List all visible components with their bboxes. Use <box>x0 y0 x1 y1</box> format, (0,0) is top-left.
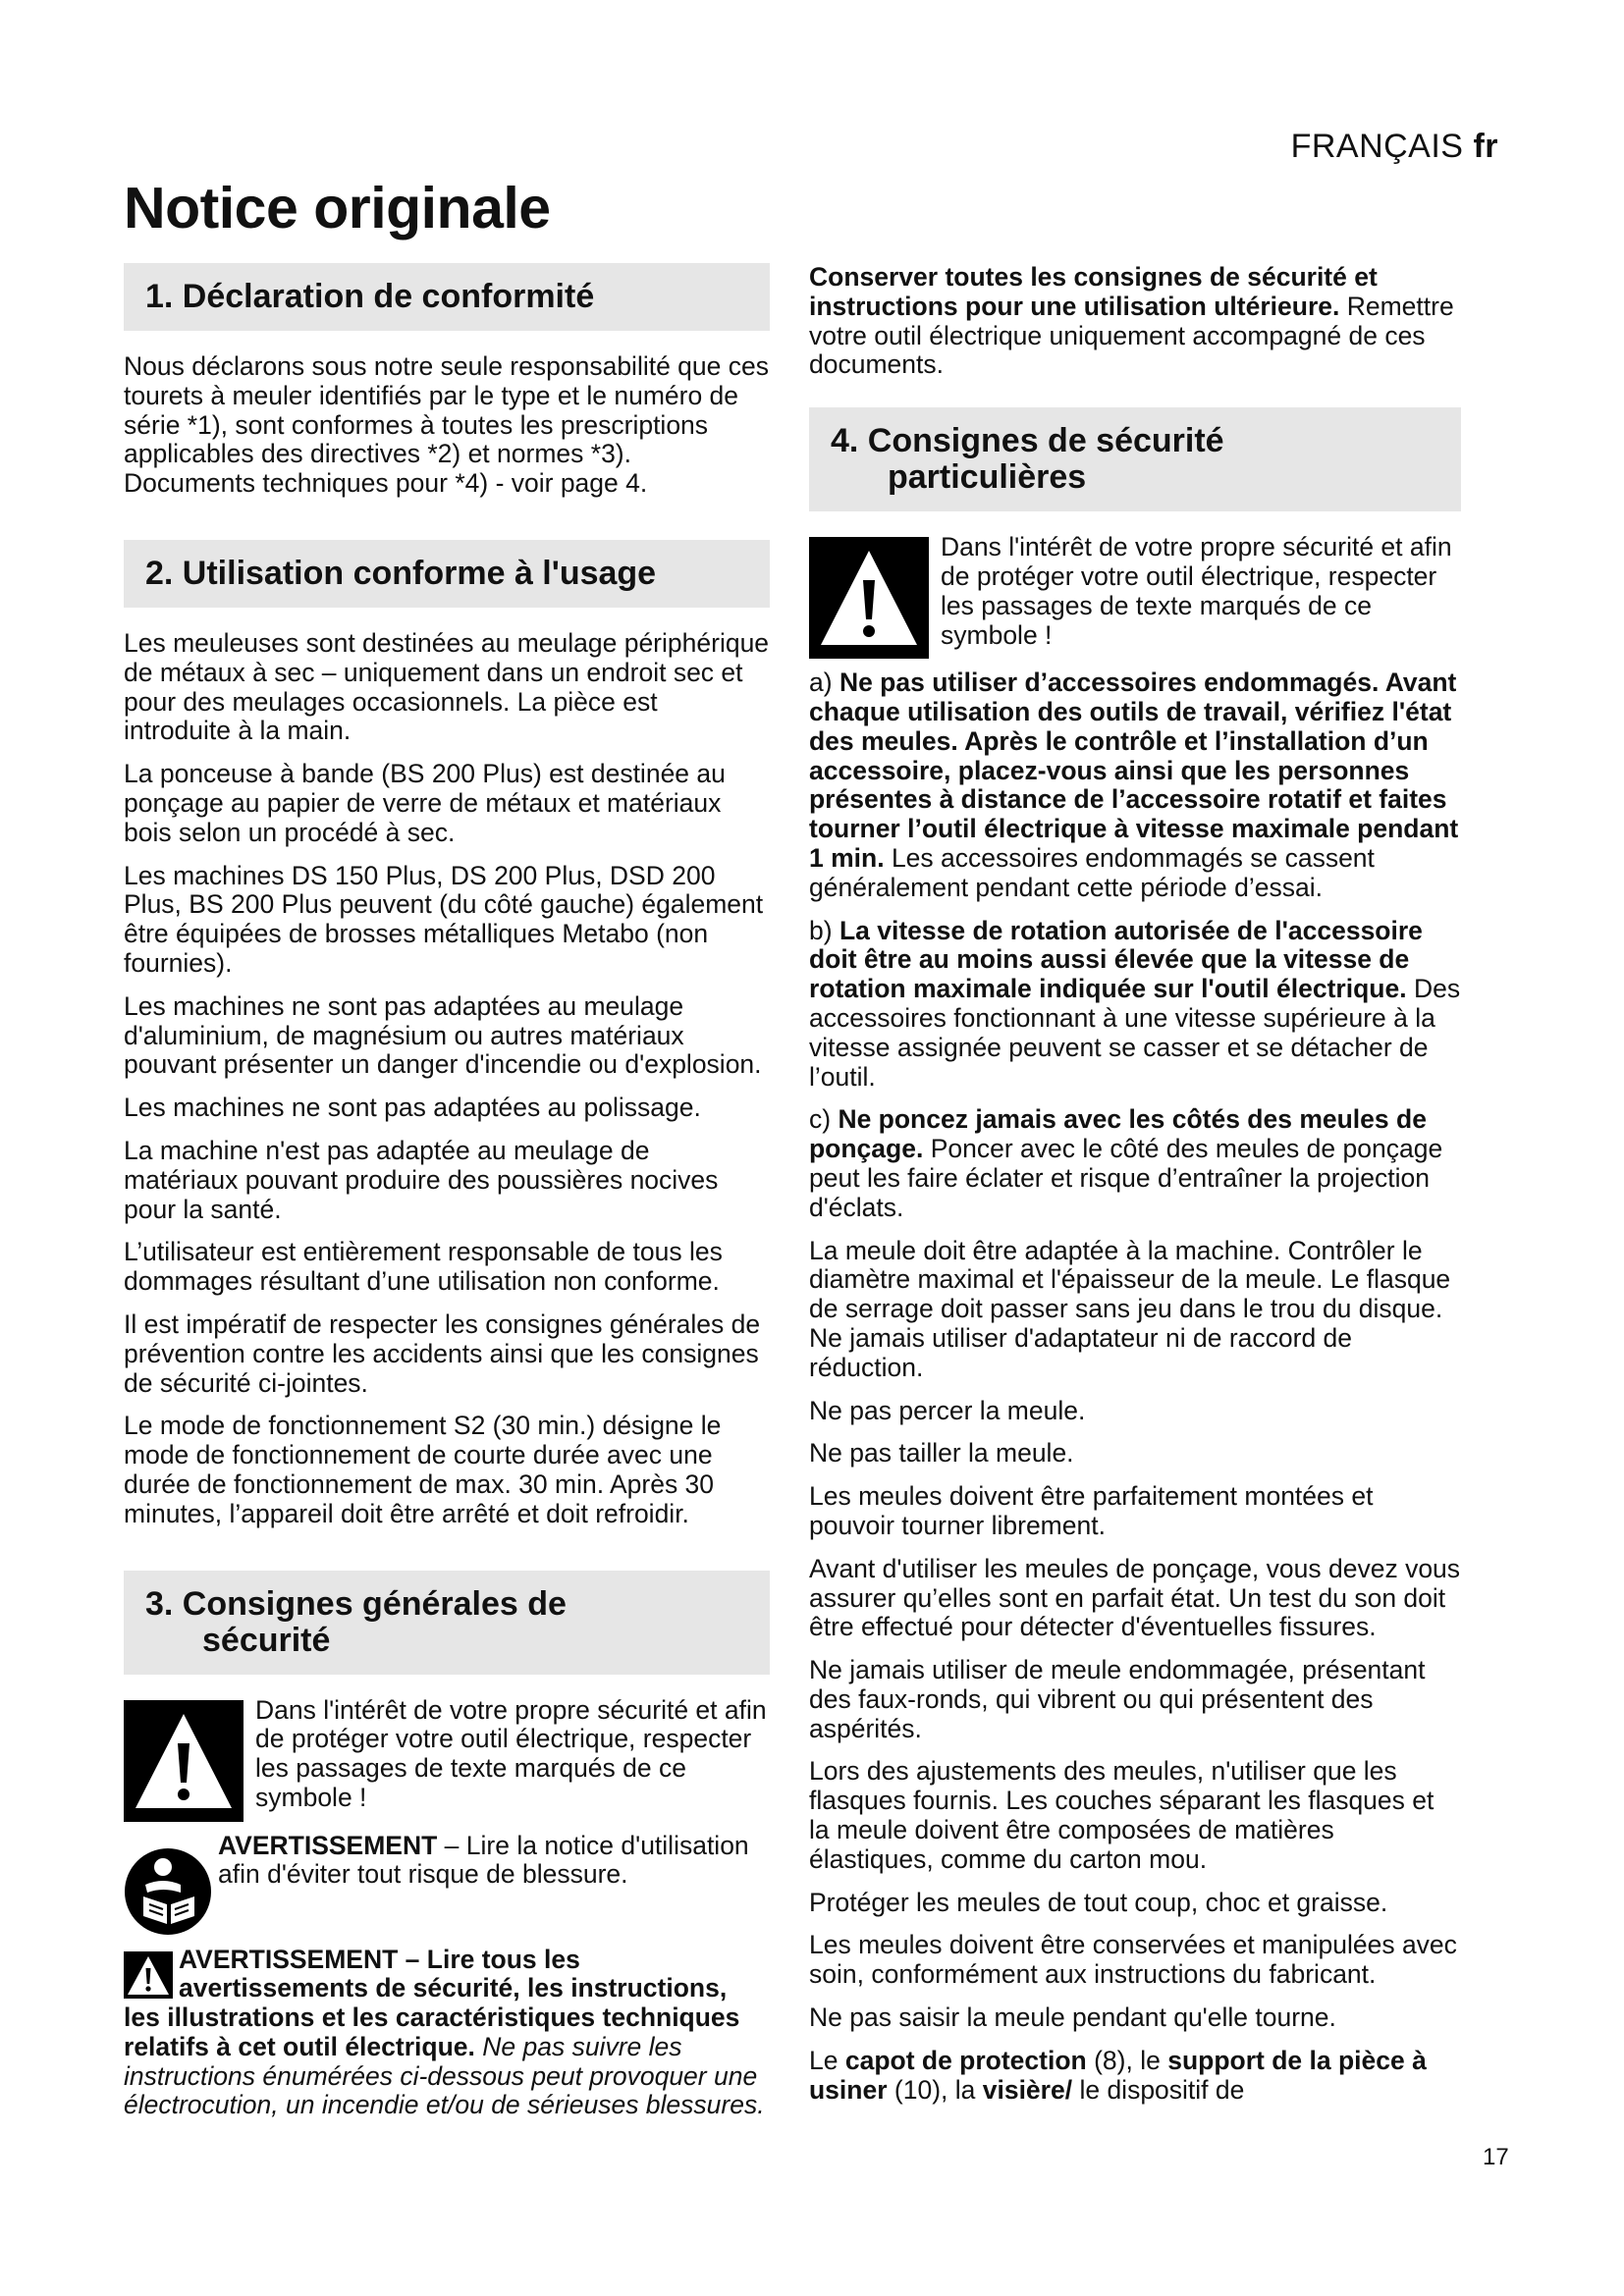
guard-text-2: (8), le <box>1086 2045 1168 2075</box>
section-4-paragraph: Avant d'utiliser les meules de ponçage, vous devez vous assurer qu’elles sont en parfait état. Un test du son doit être effectué pour détecter d'éventuelles fissures. <box>809 1553 1461 1642</box>
section-3-heading-line2: sécurité <box>202 1621 331 1659</box>
language-name: FRANÇAIS <box>1290 128 1464 165</box>
read-manual-block <box>124 1832 770 1936</box>
guard-text-1: Le <box>809 2045 845 2075</box>
safety-warning-text: Dans l'intérêt de votre propre sécurité et afin de protéger votre outil électrique, respecter les passages de texte marqués de ce symbole ! <box>255 1694 767 1812</box>
rule-a-label: a) <box>809 667 839 698</box>
safety-warning-block <box>809 533 1461 659</box>
section-2-paragraph: Il est impératif de respecter les consignes générales de prévention contre les accidents ainsi que les consignes de sécurité ci-jointes. <box>124 1308 761 1398</box>
guard-text-4: le dispositif de <box>1072 2074 1245 2105</box>
guard-text-3: (10), la <box>887 2074 983 2105</box>
section-4-heading-line2: particulières <box>888 458 1087 497</box>
section-4-paragraph: Ne pas percer la meule. <box>809 1395 1086 1425</box>
section-2-paragraph: Les machines DS 150 Plus, DS 200 Plus, DSD 200 Plus, BS 200 Plus peuvent (du côté gauche) également être équipées de brosses métalliques Metabo (non fournies). <box>124 860 764 978</box>
guard-bold-3: visière/ <box>982 2074 1073 2105</box>
rule-c-text: Poncer avec le côté des meules de ponçage peut les faire éclater et risque d’entraîner la projection d'éclats. <box>809 1134 1443 1222</box>
section-3-heading-line1: 3. Consignes générales de <box>145 1584 567 1623</box>
rule-b-bold: La vitesse de rotation autorisée de l'accessoire doit être au moins aussi élevée que la vitesse de rotation maximale indiquée sur l'outil électrique. <box>809 915 1423 1004</box>
section-2-heading: 2. Utilisation conforme à l'usage <box>124 540 770 608</box>
section-2-paragraph: Les meuleuses sont destinées au meulage périphérique de métaux à sec – uniquement dans un endroit sec et pour des meulages occasionnels. La pièce est introduite à la main. <box>124 627 770 746</box>
general-warning-italic: Ne pas suivre les instructions énumérées ci-dessous peut provoquer une électrocution, un incendie et/ou de sérieuses blessures. <box>124 2031 765 2120</box>
rule-a-bold: Ne pas utiliser d’accessoires endommagés. Avant chaque utilisation des outils de travail, vérifiez l'état des meules. Après le contrôle et l’installation d’un accessoire, placez-vous ainsi que les personnes présentes à distance de l’accessoire rotatif et faites tourner l’outil électrique à vitesse maximale pendant 1 min. <box>809 667 1459 873</box>
section-4-paragraph: Les meules doivent être parfaitement montées et pouvoir tourner librement. <box>809 1481 1374 1540</box>
guard-bold-2: support de la pièce à usiner <box>809 2045 1427 2105</box>
rule-b-text: Des accessoires fonctionnant à une vitesse supérieure à la vitesse assignée peuvent se casser et se détacher de l’outil. <box>809 974 1461 1092</box>
read-manual-icon <box>124 1847 212 1936</box>
rule-b-label: b) <box>809 915 839 945</box>
section-4-paragraph: Ne pas tailler la meule. <box>809 1438 1074 1468</box>
section-2-paragraph: Les machines ne sont pas adaptées au polissage. <box>124 1093 701 1123</box>
section-4-heading <box>809 407 1461 511</box>
read-manual-text <box>218 1832 770 1891</box>
general-warning-paragraph <box>124 1946 770 2121</box>
guard-bold-1: capot de protection <box>844 2045 1087 2075</box>
guard-paragraph <box>809 2047 1461 2106</box>
language-code: fr <box>1473 128 1498 165</box>
section-2-paragraph: Le mode de fonctionnement S2 (30 min.) désigne le mode de fonctionnement de courte durée avec une durée de fonctionnement de max. 30 min. Après 30 minutes, l’appareil doit être arrêté et doit refroidir. <box>124 1411 722 1528</box>
left-column <box>124 263 770 2134</box>
section-4-paragraph: Lors des ajustements des meules, n'utiliser que les flasques fournis. Les couches séparant les flasques et la meule doivent être composées de matières élastiques, comme du carton mou. <box>809 1756 1435 1874</box>
section-1-heading: 1. Déclaration de conformité <box>124 263 770 331</box>
warning-triangle-icon <box>809 537 929 659</box>
general-warning-bold: AVERTISSEMENT – Lire tous les avertissements de sécurité, les instructions, les illustrations et les caractéristiques techniques relatifs à cet outil électrique. <box>124 1944 740 2061</box>
rule-c-bold: Ne poncez jamais avec les côtés des meules de ponçage. <box>809 1104 1427 1164</box>
rule-a-text: Les accessoires endommagés se cassent généralement pendant cette période d’essai. <box>809 842 1375 902</box>
section-2-paragraph: La ponceuse à bande (BS 200 Plus) est destinée au ponçage au papier de verre de métaux et matériaux bois selon un procédé à sec. <box>124 759 726 847</box>
safety-warning-block <box>124 1696 770 1822</box>
avertissement-text: – Lire la notice d'utilisation afin d'éviter tout risque de blessure. <box>218 1830 749 1890</box>
language-label <box>1291 128 1498 166</box>
section-4-paragraph: Les meules doivent être conservées et manipulées avec soin, conformément aux instructions du fabricant. <box>809 1930 1457 1990</box>
section-4-paragraph: Ne pas saisir la meule pendant qu'elle tourne. <box>809 2002 1336 2033</box>
section-2-paragraph: La machine n'est pas adaptée au meulage de matériaux pouvant produire des poussières nocives pour la santé. <box>124 1135 719 1224</box>
keep-instructions-text: Remettre votre outil électrique uniquement accompagné de ces documents. <box>809 291 1454 380</box>
section-2-paragraph: L’utilisateur est entièrement responsable de tous les dommages résultant d’une utilisation non conforme. <box>124 1237 723 1297</box>
section-4-paragraph: Ne jamais utiliser de meule endommagée, présentant des faux-ronds, qui vibrent ou qui présentent des aspérités. <box>809 1655 1426 1743</box>
right-column <box>809 263 1461 2118</box>
section-4-paragraph: Protéger les meules de tout coup, choc et graisse. <box>809 1887 1388 1917</box>
rule-a <box>809 668 1461 902</box>
avertissement-label: AVERTISSEMENT <box>218 1830 438 1860</box>
rule-c <box>809 1105 1461 1222</box>
section-2-paragraph: Les machines ne sont pas adaptées au meulage d'aluminium, de magnésium ou autres matériaux pouvant présenter un danger d'incendie ou d'explosion. <box>124 990 762 1080</box>
rule-b <box>809 917 1461 1093</box>
small-warning-icon <box>124 1951 173 1999</box>
page-number: 17 <box>1483 2144 1509 2170</box>
section-1-paragraph: Nous déclarons sous notre seule responsabilité que ces tourets à meuler identifiés par le type et le numéro de série *1), sont conformes à toutes les prescriptions applicables des directives *2) et normes *3). Documents techniques pour *4) - voir page 4. <box>124 351 770 499</box>
section-3-heading <box>124 1571 770 1675</box>
section-4-heading-line1: 4. Consignes de sécurité <box>831 422 1224 460</box>
warning-triangle-icon <box>124 1700 244 1822</box>
keep-instructions-bold: Conserver toutes les consignes de sécurité et instructions pour une utilisation ultérieure. <box>809 262 1378 321</box>
section-4-paragraph: La meule doit être adaptée à la machine. Contrôler le diamètre maximal et l'épaisseur de la meule. Le flasque de serrage doit passer sans jeu dans le trou du disque. Ne jamais utiliser d'adaptateur ni de raccord de réduction. <box>809 1235 1451 1382</box>
safety-warning-text: Dans l'intérêt de votre propre sécurité et afin de protéger votre outil électrique, respecter les passages de texte marqués de ce symbole ! <box>941 532 1452 650</box>
page-title: Notice originale <box>124 176 551 240</box>
keep-instructions-paragraph <box>809 263 1461 380</box>
rule-c-label: c) <box>809 1104 839 1135</box>
